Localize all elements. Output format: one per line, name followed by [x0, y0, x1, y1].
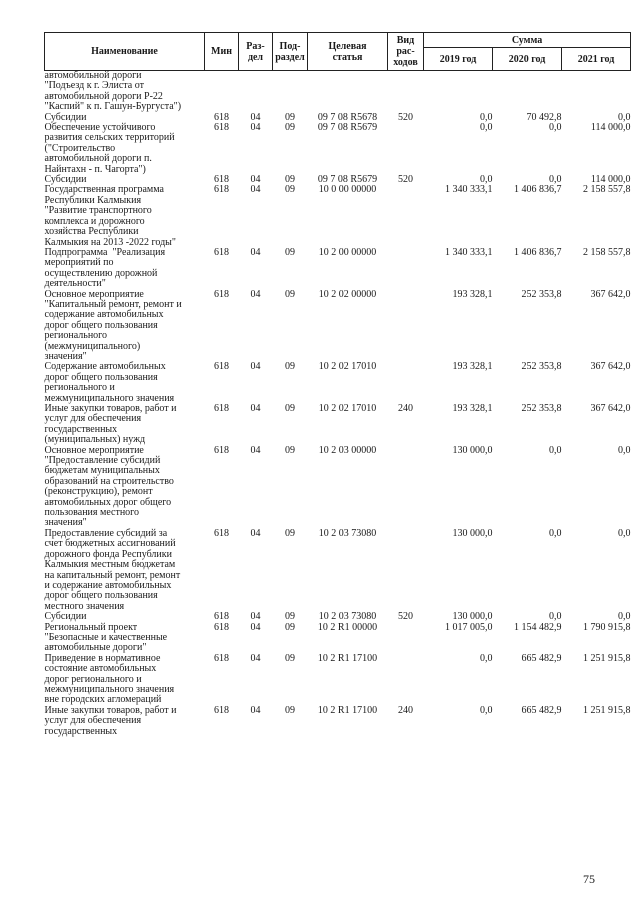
- header-sum: Сумма: [424, 33, 631, 48]
- row-sum-2019: 0,0: [480, 122, 493, 134]
- row-sum-2020: 1 154 482,9: [514, 621, 562, 633]
- table-body: [45, 71, 631, 738]
- row-section: [239, 71, 273, 113]
- row-sum-2021: 367 642,0: [590, 288, 631, 300]
- row-min: 618: [214, 184, 229, 196]
- row-target-item: 09 7 08 R5679: [317, 174, 378, 186]
- row-name: Субсидии: [44, 174, 87, 186]
- row-sum-2021: 0,0: [618, 444, 631, 456]
- row-min: 618: [214, 527, 229, 539]
- row-sum-2020: 665 482,9: [521, 652, 562, 664]
- row-expense-type: [388, 623, 424, 654]
- row-min: 618: [214, 122, 229, 134]
- table-row: [45, 362, 631, 404]
- row-sum-2019: 193 328,1: [452, 403, 493, 414]
- row-sum-2020: 1 406 836,7: [514, 184, 562, 196]
- row-sum-2021: 1 790 915,8: [583, 621, 631, 633]
- row-target-item: 10 2 02 00000: [318, 288, 377, 300]
- row-sum-2019: 1 340 333,1: [445, 246, 493, 258]
- row-sum-2021: 0,0: [618, 527, 631, 539]
- row-section: 04: [250, 184, 261, 196]
- row-subsection: 09: [285, 444, 295, 456]
- row-sum-2020: 252 353,8: [521, 288, 562, 300]
- row-expense-type: [388, 71, 424, 113]
- row-target-item: 10 2 00 00000: [318, 246, 377, 258]
- row-target-item: 10 2 03 00000: [318, 444, 377, 456]
- table-row: [45, 71, 631, 113]
- row-min: 618: [214, 403, 229, 414]
- row-target-item: 10 2 02 17010: [318, 403, 377, 414]
- header-section: Раз- дел: [239, 33, 273, 71]
- row-subsection: 09: [285, 652, 295, 664]
- row-sum-2020: 1 406 836,7: [514, 246, 562, 258]
- row-expense-type: 520: [398, 111, 413, 123]
- row-subsection: 09: [285, 704, 295, 716]
- row-section: 04: [250, 704, 261, 716]
- row-expense-type: [388, 123, 424, 175]
- table-row: [45, 404, 631, 446]
- row-min: [205, 71, 239, 113]
- row-target-item: 10 2 03 73080: [318, 527, 377, 539]
- row-subsection: 09: [285, 122, 295, 134]
- row-target-item: 10 2 02 17010: [318, 361, 377, 373]
- row-target-item: 10 2 R1 17100: [317, 704, 378, 716]
- budget-table: [44, 32, 631, 737]
- row-section: 04: [250, 288, 261, 300]
- row-sum-2019: 130 000,0: [452, 611, 493, 623]
- row-sum-2021: 2 158 557,8: [583, 246, 631, 258]
- row-expense-type: [388, 248, 424, 290]
- row-sum-2019: [424, 71, 493, 113]
- row-subsection: 09: [285, 611, 295, 623]
- row-target-item: 09 7 08 R5678: [317, 111, 378, 123]
- row-section: 04: [250, 122, 261, 134]
- row-sum-2019: 0,0: [480, 174, 493, 186]
- row-target-item: 10 2 R1 00000: [317, 621, 378, 633]
- row-sum-2019: 1 340 333,1: [445, 184, 493, 196]
- row-name: автомобильной дороги "Подъезд к г. Элиста от автомобильной дороги Р-22 "Каспий" к п. Гашун-Бургуста"): [44, 70, 182, 113]
- table-row: [45, 123, 631, 175]
- row-sum-2020: 0,0: [549, 527, 562, 539]
- row-min: 618: [214, 621, 229, 633]
- row-sum-2020: 0,0: [549, 611, 562, 623]
- row-min: 618: [214, 174, 229, 186]
- row-name: Иные закупки товаров, работ и услуг для обеспечения государственных (муниципальных) нужд: [44, 403, 177, 446]
- row-section: 04: [250, 527, 261, 539]
- row-name: Государственная программа Республики Калмыкия "Развитие транспортного комплекса и дорожного хозяйства Республики Калмыкия на 2013 -2022 годы": [44, 184, 176, 248]
- row-name: Приведение в нормативное состояние автомобильных дорог регионального и межмуниципального значения вне городских агломераций: [44, 652, 175, 706]
- row-subsection: 09: [285, 288, 295, 300]
- row-subsection: 09: [285, 246, 295, 258]
- row-name: Подпрограмма "Реализация мероприятий по осуществлению дорожной деятельности": [44, 246, 166, 290]
- row-sum-2020: 252 353,8: [521, 361, 562, 373]
- row-sum-2021: 114 000,0: [590, 174, 631, 186]
- row-sum-2020: 0,0: [549, 174, 562, 186]
- header-name: Наименование: [45, 33, 205, 71]
- row-subsection: 09: [285, 361, 295, 373]
- page-number: 75: [583, 872, 595, 886]
- header-target-item: Целевая статья: [308, 33, 388, 71]
- row-subsection: 09: [285, 174, 295, 186]
- row-expense-type: [388, 185, 424, 247]
- row-section: 04: [250, 174, 261, 186]
- table-row: [45, 185, 631, 247]
- row-min: 618: [214, 704, 229, 716]
- row-subsection: 09: [285, 403, 295, 414]
- row-subsection: 09: [285, 621, 295, 633]
- row-expense-type: [388, 654, 424, 706]
- row-sum-2020: 0,0: [549, 444, 562, 456]
- row-subsection: 09: [285, 184, 295, 196]
- row-sum-2021: 367 642,0: [590, 361, 631, 373]
- table-row: [45, 623, 631, 654]
- row-name: Основное мероприятие "Капитальный ремонт, ремонт и содержание автомобильных дорог общего пользования регионального (межмуниципального) значения": [44, 288, 182, 362]
- row-section: 04: [250, 652, 261, 664]
- row-target-item: 09 7 08 R5679: [317, 122, 378, 134]
- row-subsection: 09: [285, 111, 295, 123]
- header-expense-type: Вид рас- ходов: [388, 33, 424, 71]
- row-target-item: 10 2 03 73080: [318, 611, 377, 623]
- row-sum-2019: 1 017 005,0: [445, 621, 493, 633]
- row-name: Субсидии: [44, 111, 87, 123]
- table-row: [45, 654, 631, 706]
- row-section: 04: [250, 111, 261, 123]
- row-sum-2020: 70 492,8: [526, 111, 562, 123]
- row-name: Обеспечение устойчивого развития сельских территорий ("Строительство автомобильной дороги п. Найнтахн - п. Чагорта"): [44, 122, 175, 175]
- row-section: 04: [250, 621, 261, 633]
- header-subsection: Под- раздел: [273, 33, 308, 71]
- row-target-item: 10 0 00 00000: [318, 184, 377, 196]
- row-target-item: 10 2 R1 17100: [317, 652, 378, 664]
- row-subsection: [273, 71, 308, 113]
- row-expense-type: 240: [398, 704, 413, 716]
- row-section: 04: [250, 444, 261, 456]
- row-min: 618: [214, 111, 229, 123]
- header-min: Мин: [205, 33, 239, 71]
- row-name: Региональный проект "Безопасные и качественные автомобильные дороги": [44, 621, 168, 654]
- row-sum-2021: 0,0: [618, 111, 631, 123]
- row-expense-type: [388, 290, 424, 363]
- row-name: Основное мероприятие "Предоставление субсидий бюджетам муниципальных образований на строительство (реконструкцию), ремонт автомобильных дорог общего пользования местного значения": [44, 444, 174, 529]
- table-row: [45, 612, 631, 622]
- header-year-2020: 2020 год: [493, 48, 562, 71]
- row-sum-2021: 2 158 557,8: [583, 184, 631, 196]
- table-row: [45, 706, 631, 737]
- row-sum-2019: 0,0: [480, 111, 493, 123]
- row-expense-type: [388, 362, 424, 404]
- row-sum-2019: 193 328,1: [452, 288, 493, 300]
- row-sum-2021: 1 251 915,8: [583, 652, 631, 664]
- row-min: 618: [214, 288, 229, 300]
- row-sum-2021: 1 251 915,8: [583, 704, 631, 716]
- row-min: 618: [214, 361, 229, 373]
- row-sum-2020: 665 482,9: [521, 704, 562, 716]
- row-section: 04: [250, 611, 261, 623]
- table-row: [45, 446, 631, 529]
- row-section: 04: [250, 246, 261, 258]
- row-expense-type: 520: [398, 174, 413, 186]
- table-row: [45, 248, 631, 290]
- row-min: 618: [214, 611, 229, 623]
- row-sum-2019: 193 328,1: [452, 361, 493, 373]
- row-sum-2021: 114 000,0: [590, 122, 631, 134]
- row-sum-2021: [562, 71, 631, 113]
- row-name: Предоставление субсидий за счет бюджетных ассигнований дорожного фонда Республики Калмыкия местным бюджетам на капитальный ремонт, ремонт и содержание автомобильных дорог общего пользования местного значения: [44, 527, 181, 612]
- row-target-item: [308, 71, 388, 113]
- header-year-2021: 2021 год: [562, 48, 631, 71]
- row-subsection: 09: [285, 527, 295, 539]
- row-section: 04: [250, 403, 261, 414]
- row-expense-type: 520: [398, 611, 413, 623]
- row-sum-2021: 0,0: [618, 611, 631, 623]
- row-sum-2019: 130 000,0: [452, 444, 493, 456]
- row-sum-2019: 130 000,0: [452, 527, 493, 539]
- row-expense-type: 240: [398, 403, 413, 414]
- row-min: 618: [214, 652, 229, 664]
- table-row: [45, 529, 631, 612]
- budget-document: [44, 32, 630, 737]
- row-sum-2020: 0,0: [549, 122, 562, 134]
- header-year-2019: 2019 год: [424, 48, 493, 71]
- row-sum-2020: [493, 71, 562, 113]
- row-expense-type: [388, 446, 424, 529]
- row-name: Субсидии: [44, 611, 87, 623]
- row-sum-2019: 0,0: [480, 704, 493, 716]
- row-expense-type: [388, 529, 424, 612]
- table-row: [45, 290, 631, 363]
- row-section: 04: [250, 361, 261, 373]
- row-sum-2020: 252 353,8: [521, 403, 562, 414]
- table-header: [45, 33, 631, 71]
- row-name: Иные закупки товаров, работ и услуг для обеспечения государственных: [44, 704, 177, 737]
- row-sum-2019: 0,0: [480, 652, 493, 664]
- row-min: 618: [214, 246, 229, 258]
- row-sum-2021: 367 642,0: [590, 403, 631, 414]
- row-name: Содержание автомобильных дорог общего пользования регионального и межмуниципального значения: [44, 361, 175, 404]
- row-min: 618: [214, 444, 229, 456]
